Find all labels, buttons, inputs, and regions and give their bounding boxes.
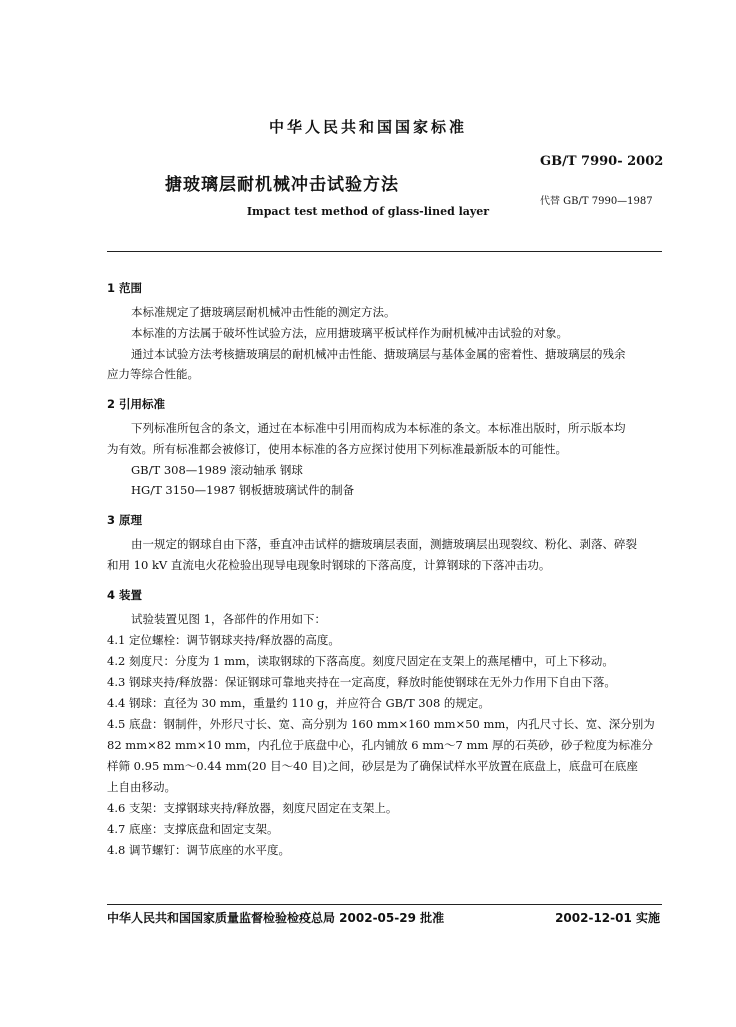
item-4-2: 4.2 刻度尺：分度为 1 mm，读取钢球的下落高度。刻度尺固定在支架上的燕尾槽中，可上下移动。 xyxy=(107,654,614,668)
section-1-heading: 1 范围 xyxy=(107,281,143,295)
item-4-5-line-3: 样筛 0.95 mm～0.44 mm(20 目～40 目)之间，砂层是为了确保试样水平放置在底盘上，底盘可在底座 xyxy=(107,759,638,773)
section-4-intro: 试验装置见图 1，各部件的作用如下： xyxy=(131,612,326,626)
bottom-divider xyxy=(107,904,662,905)
section-1-para-1: 本标准规定了搪玻璃层耐机械冲击性能的测定方法。 xyxy=(131,305,396,319)
item-4-6: 4.6 支架：支撑钢球夹持/释放器，刻度尺固定在支架上。 xyxy=(107,801,398,815)
section-4-heading: 4 装置 xyxy=(107,588,143,602)
item-4-4: 4.4 钢球：直径为 30 mm，重量约 110 g，并应符合 GB/T 308 的规定。 xyxy=(107,696,490,710)
document-title-en: Impact test method of glass-lined layer xyxy=(246,205,490,218)
item-4-5-line-2: 82 mm×82 mm×10 mm，内孔位于底盘中心，孔内铺放 6 mm～7 mm 厚的石英砂，砂子粒度为标准分 xyxy=(107,738,653,752)
section-1-para-3-line-2: 应力等综合性能。 xyxy=(107,367,199,381)
issuing-authority: 中华人民共和国国家质量监督检验检疫总局 2002-05-29 批准 xyxy=(107,911,445,925)
item-4-3: 4.3 钢球夹持/释放器：保证钢球可靠地夹持在一定高度，释放时能使钢球在无外力作用下自由下落。 xyxy=(107,675,616,689)
section-3-para-line-1: 由一规定的钢球自由下落，垂直冲击试样的搪玻璃层表面，测搪玻璃层出现裂纹、粉化、剥落、碎裂 xyxy=(131,537,637,551)
document-title-cn: 搪玻璃层耐机械冲击试验方法 xyxy=(165,175,399,195)
section-2-para-line-2: 为有效。所有标准都会被修订，使用本标准的各方应探讨使用下列标准最新版本的可能性。 xyxy=(107,442,567,456)
section-2-heading: 2 引用标准 xyxy=(107,397,166,411)
item-4-5-line-4: 上自由移动。 xyxy=(107,780,176,794)
section-3-para-line-2: 和用 10 kV 直流电火花检验出现导电现象时钢球的下落高度，计算钢球的下落冲击功。 xyxy=(107,558,551,572)
item-4-8: 4.8 调节螺钉：调节底座的水平度。 xyxy=(107,843,290,857)
item-4-7: 4.7 底座：支撑底盘和固定支架。 xyxy=(107,822,279,836)
section-1-para-2: 本标准的方法属于破坏性试验方法，应用搪玻璃平板试样作为耐机械冲击试验的对象。 xyxy=(131,326,568,340)
effective-date: 2002-12-01 实施 xyxy=(555,911,660,925)
replaces-standard: 代替 GB/T 7990—1987 xyxy=(540,196,653,207)
reference-hg-t-3150: HG/T 3150—1987 钢板搪玻璃试件的制备 xyxy=(131,483,355,497)
top-divider xyxy=(107,251,662,252)
item-4-5-line-1: 4.5 底盘：钢制件，外形尺寸长、宽、高分别为 160 mm×160 mm×50 mm，内孔尺寸长、宽、深分别为 xyxy=(107,717,655,731)
section-2-para-line-1: 下列标准所包含的条文，通过在本标准中引用而构成为本标准的条文。本标准出版时，所示版本均 xyxy=(131,421,626,435)
reference-gb-t-308: GB/T 308—1989 滚动轴承 钢球 xyxy=(131,463,303,477)
national-standard-heading: 中华人民共和国国家标准 xyxy=(268,118,467,136)
item-4-1: 4.1 定位螺栓：调节钢球夹持/释放器的高度。 xyxy=(107,633,340,647)
section-1-para-3-line-1: 通过本试验方法考核搪玻璃层的耐机械冲击性能、搪玻璃层与基体金属的密着性、搪玻璃层的残余 xyxy=(131,347,626,361)
standard-number: GB/T 7990- 2002 xyxy=(540,154,664,169)
section-3-heading: 3 原理 xyxy=(107,513,143,527)
